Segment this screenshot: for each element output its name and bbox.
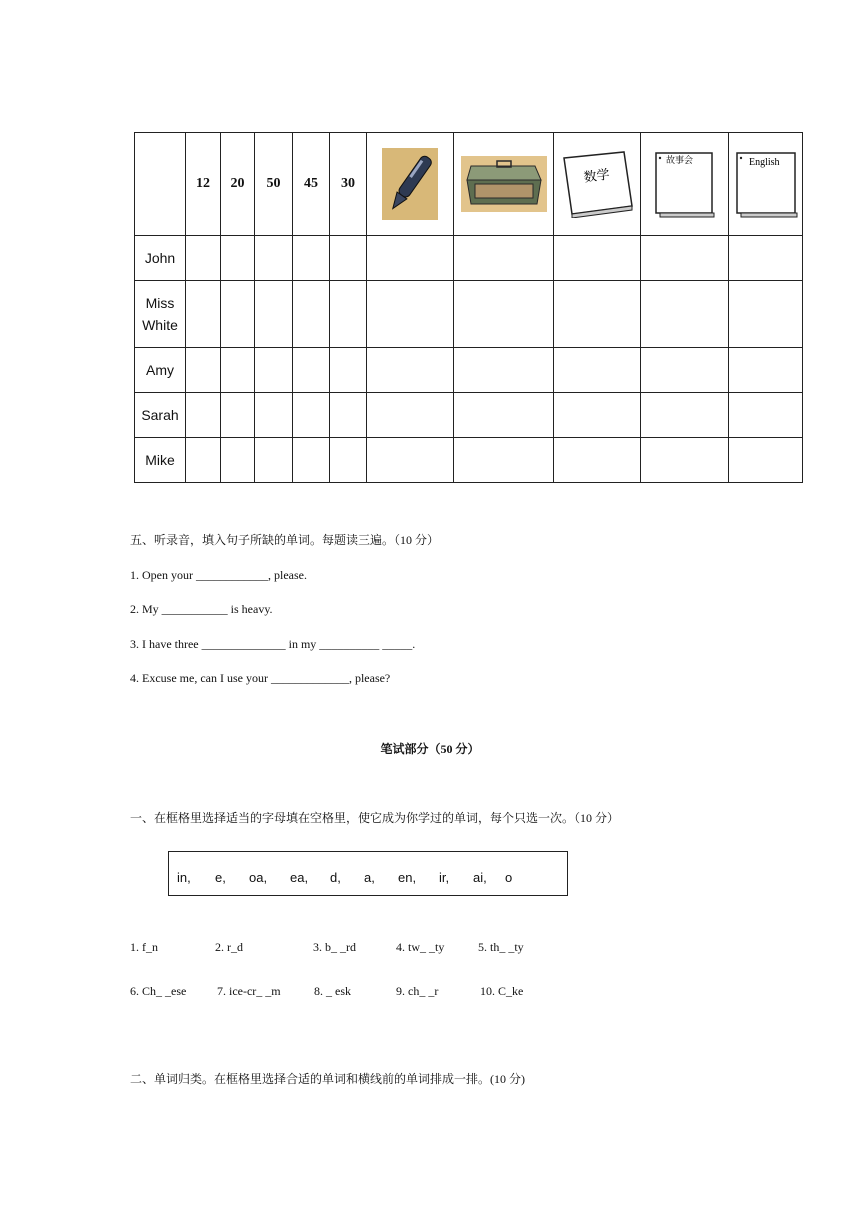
number-cell: 45 (293, 133, 330, 236)
part2-title: 二、单词归类。在框格里选择合适的单词和横线前的单词排成一排。(10 分) (130, 1072, 525, 1086)
picture-cell (367, 133, 454, 236)
word-blank: 1. f_n (130, 940, 158, 954)
book-icon (733, 149, 799, 219)
pencil-box-icon (461, 156, 547, 212)
written-part-title: 笔试部分（50 分） (380, 742, 480, 756)
fill-in-sentence: 1. Open your ____________, please. (130, 568, 307, 582)
letter-option: en, (398, 870, 417, 885)
table-row (135, 281, 803, 348)
section5-title: 五、听录音，填入句子所缺的单词。每题读三遍。（10 分） (130, 533, 440, 547)
picture-cell (554, 133, 641, 236)
word-blank: 9. ch_ _r (396, 984, 439, 998)
letter-option: d, (330, 870, 341, 885)
fill-in-sentence: 3. I have three ______________ in my __________ _____. (130, 637, 416, 651)
number-cell: 12 (186, 133, 221, 236)
header-row (135, 133, 803, 236)
corner-cell (135, 133, 186, 236)
student-name-line: Miss (145, 295, 175, 311)
table-row (135, 438, 803, 483)
book-label: 故事会 (665, 156, 693, 166)
word-blank: 4. tw_ _ty (396, 940, 445, 954)
student-name: Sarah (135, 393, 186, 438)
number-cell: 20 (221, 133, 255, 236)
student-name: Amy (135, 348, 186, 393)
letter-option: ir, (439, 870, 450, 885)
word-blank: 8. _ esk (314, 984, 351, 998)
book-label: English (748, 157, 780, 168)
picture-cell (641, 133, 729, 236)
letter-option: e, (215, 870, 226, 885)
student-name-line: White (142, 317, 178, 333)
picture-cell (454, 133, 554, 236)
book-icon (652, 149, 718, 219)
table-row (135, 236, 803, 281)
student-name (135, 281, 186, 348)
word-blank: 6. Ch_ _ese (130, 984, 187, 998)
picture-cell (729, 133, 803, 236)
student-name: Mike (135, 438, 186, 483)
word-blank: 7. ice-cr_ _m (217, 984, 281, 998)
letter-option: ea, (290, 870, 309, 885)
word-blank: 2. r_d (215, 940, 243, 954)
fill-in-sentence: 4. Excuse me, can I use your _____________, please? (130, 671, 391, 685)
table-row (135, 393, 803, 438)
letter-option: oa, (249, 870, 268, 885)
pen-icon (382, 148, 438, 220)
student-name: John (135, 236, 186, 281)
letter-options-box (168, 851, 568, 896)
letter-option: a, (364, 870, 375, 885)
listening-grid-table (134, 132, 803, 483)
book-icon (558, 150, 636, 218)
fill-in-sentence: 2. My ___________ is heavy. (130, 602, 273, 616)
word-blank: 5. th_ _ty (478, 940, 524, 954)
book-label: 数学 (582, 167, 611, 186)
letter-option: o (505, 870, 513, 885)
word-blank: 3. b_ _rd (313, 940, 356, 954)
number-cell: 30 (330, 133, 367, 236)
letter-option: in, (177, 870, 191, 885)
word-blank: 10. C_ke (480, 984, 524, 998)
table-row (135, 348, 803, 393)
letter-option: ai, (473, 870, 487, 885)
part1-title: 一、在框格里选择适当的字母填在空格里，使它成为你学过的单词，每个只选一次。（10 分） (130, 811, 620, 825)
number-cell: 50 (255, 133, 293, 236)
